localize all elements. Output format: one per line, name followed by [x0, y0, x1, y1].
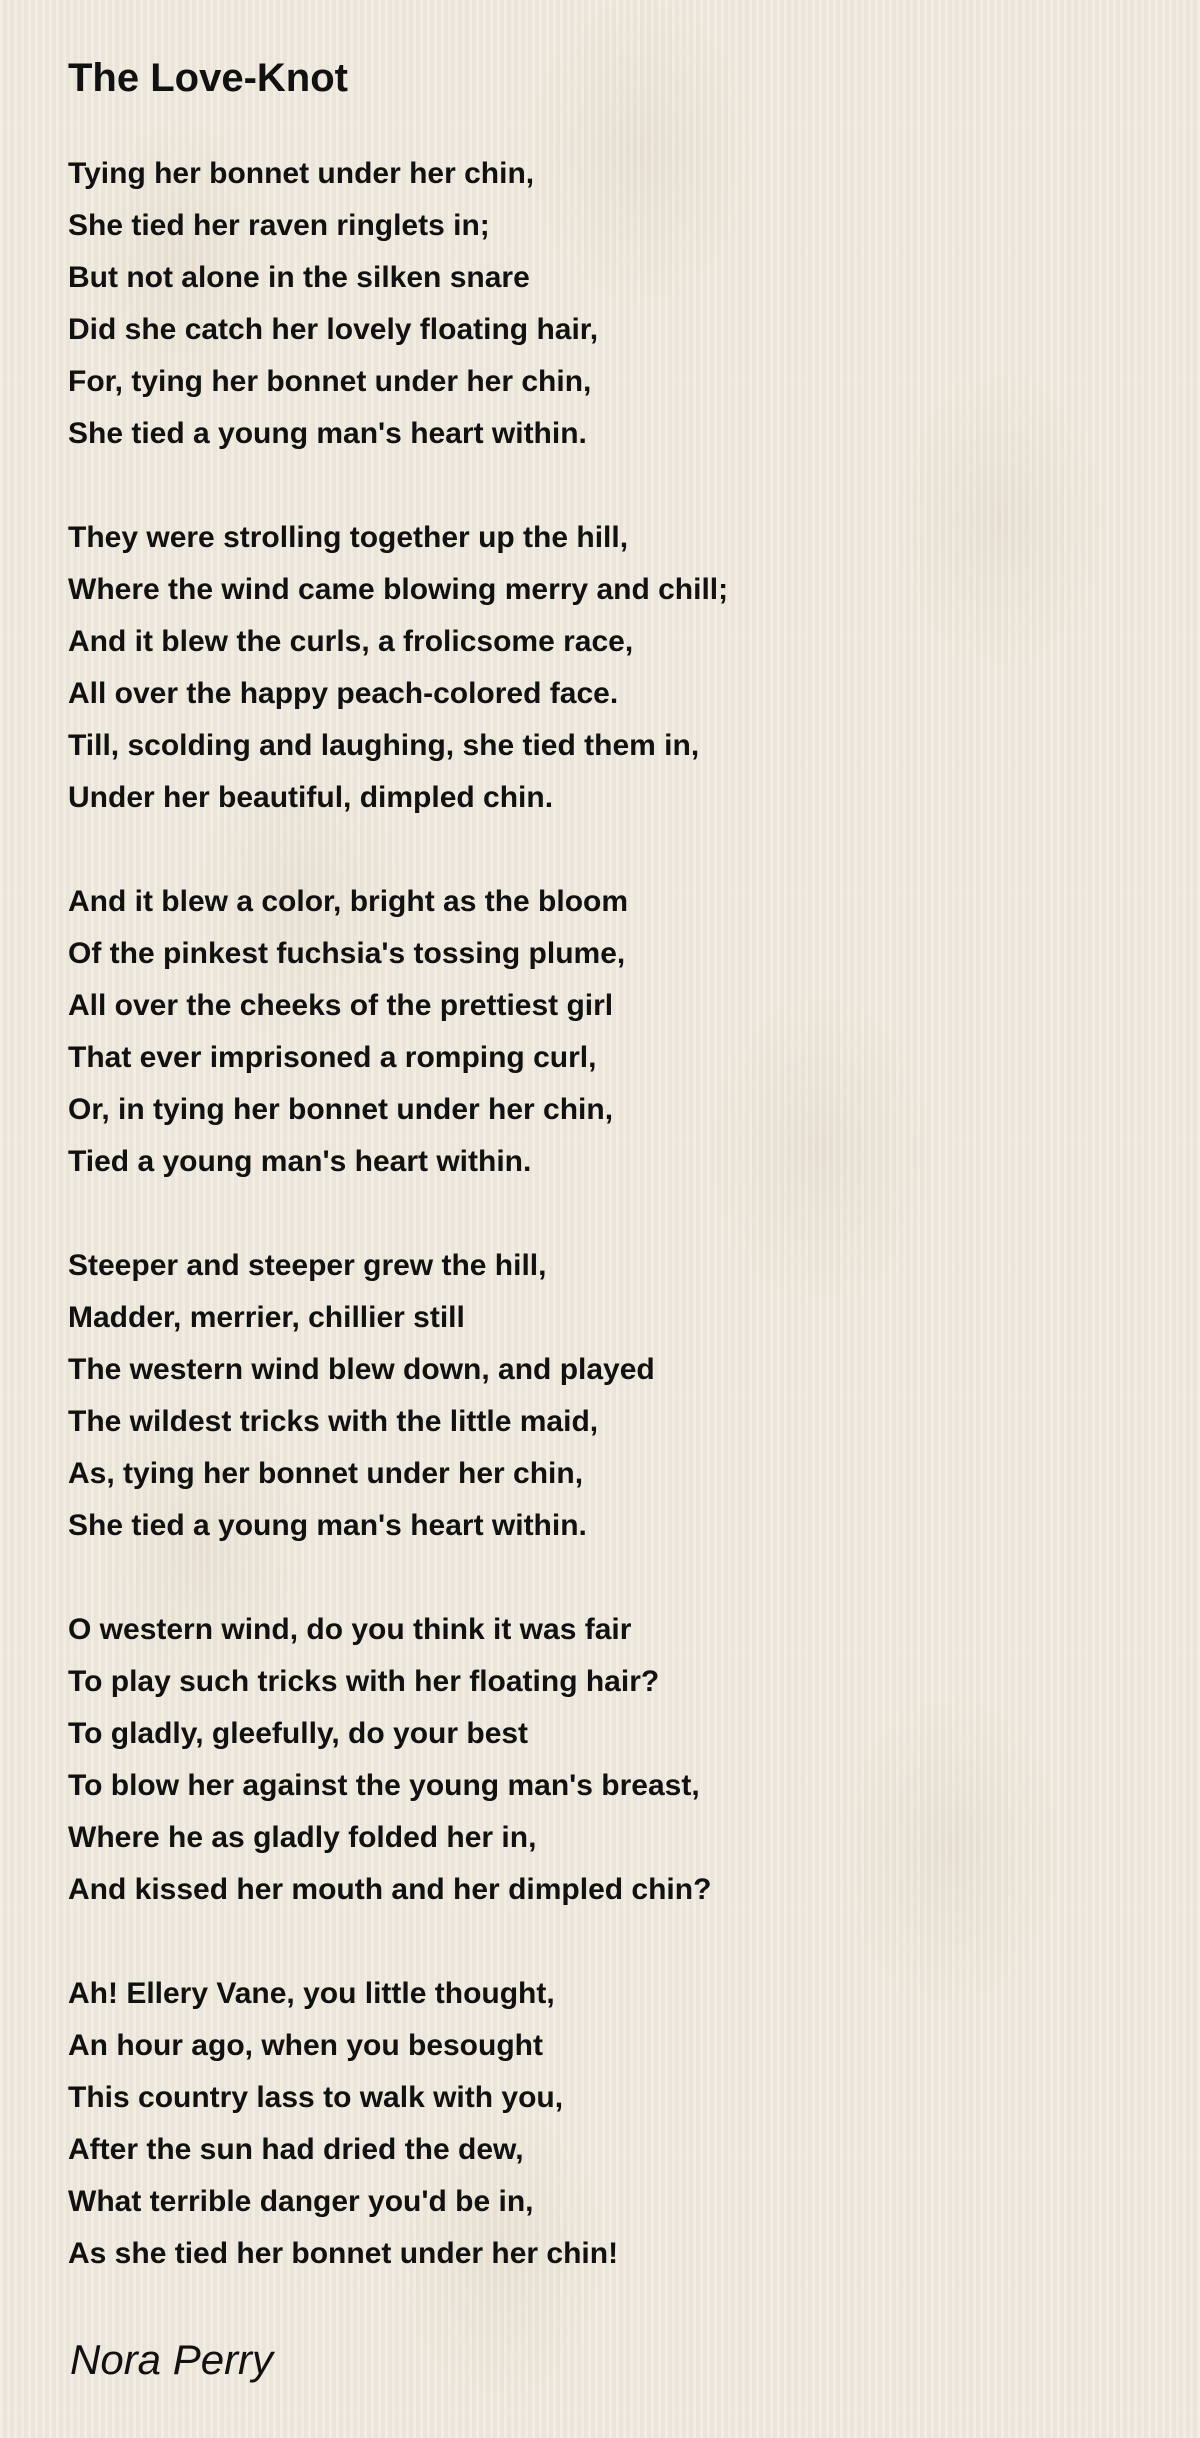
stanza — [68, 1240, 1148, 1552]
poem-line: She tied a young man's heart within. — [68, 1509, 587, 1542]
poem-line: Of the pinkest fuchsia's tossing plume, — [68, 937, 626, 970]
poem-line: Where the wind came blowing merry and chill; — [68, 573, 729, 606]
poem-line: Or, in tying her bonnet under her chin, — [68, 1093, 614, 1126]
poem-line: And it blew the curls, a frolicsome race, — [68, 625, 634, 658]
poem-line: All over the cheeks of the prettiest girl — [68, 989, 614, 1022]
poem-line: After the sun had dried the dew, — [68, 2133, 524, 2166]
poem-line: That ever imprisoned a romping curl, — [68, 1041, 597, 1074]
poem-line: But not alone in the silken snare — [68, 261, 530, 294]
poem-line: For, tying her bonnet under her chin, — [68, 365, 592, 398]
stanza — [68, 876, 1148, 1188]
poem-line: She tied her raven ringlets in; — [68, 209, 490, 242]
poem-line: Tied a young man's heart within. — [68, 1145, 532, 1178]
poem-line: To play such tricks with her floating hair? — [68, 1665, 660, 1698]
poem-line: All over the happy peach-colored face. — [68, 677, 619, 710]
poem-title: The Love-Knot — [68, 56, 348, 100]
poem-line: Did she catch her lovely floating hair, — [68, 313, 599, 346]
poem-line: An hour ago, when you besought — [68, 2029, 543, 2062]
poem-line: As, tying her bonnet under her chin, — [68, 1457, 584, 1490]
stanza — [68, 1968, 1148, 2280]
stanza — [68, 512, 1148, 824]
poem-line: The wildest tricks with the little maid, — [68, 1405, 599, 1438]
poem-line: To blow her against the young man's breast, — [68, 1769, 700, 1802]
poem-line: She tied a young man's heart within. — [68, 417, 587, 450]
stanza — [68, 1604, 1148, 1916]
poem-line: Where he as gladly folded her in, — [68, 1821, 537, 1854]
poem-line: And it blew a color, bright as the bloom — [68, 885, 629, 918]
stanza — [68, 148, 1148, 460]
poem-line: To gladly, gleefully, do your best — [68, 1717, 529, 1750]
poem-line: O western wind, do you think it was fair — [68, 1613, 632, 1646]
poem-line: Steeper and steeper grew the hill, — [68, 1249, 547, 1282]
poem-line: They were strolling together up the hill, — [68, 521, 629, 554]
poem-line: Ah! Ellery Vane, you little thought, — [68, 1977, 555, 2010]
poem-author: Nora Perry — [70, 2336, 274, 2383]
poem-line: This country lass to walk with you, — [68, 2081, 564, 2114]
poem-line: The western wind blew down, and played — [68, 1353, 655, 1386]
poem-line: Till, scolding and laughing, she tied them in, — [68, 729, 700, 762]
poem-line: And kissed her mouth and her dimpled chin? — [68, 1873, 712, 1906]
poem-line: Under her beautiful, dimpled chin. — [68, 781, 554, 814]
poem-line: Tying her bonnet under her chin, — [68, 157, 535, 190]
poem-body — [68, 148, 1148, 2332]
poem-line: What terrible danger you'd be in, — [68, 2185, 534, 2218]
poem-line: As she tied her bonnet under her chin! — [68, 2237, 619, 2270]
poem-line: Madder, merrier, chillier still — [68, 1301, 465, 1334]
